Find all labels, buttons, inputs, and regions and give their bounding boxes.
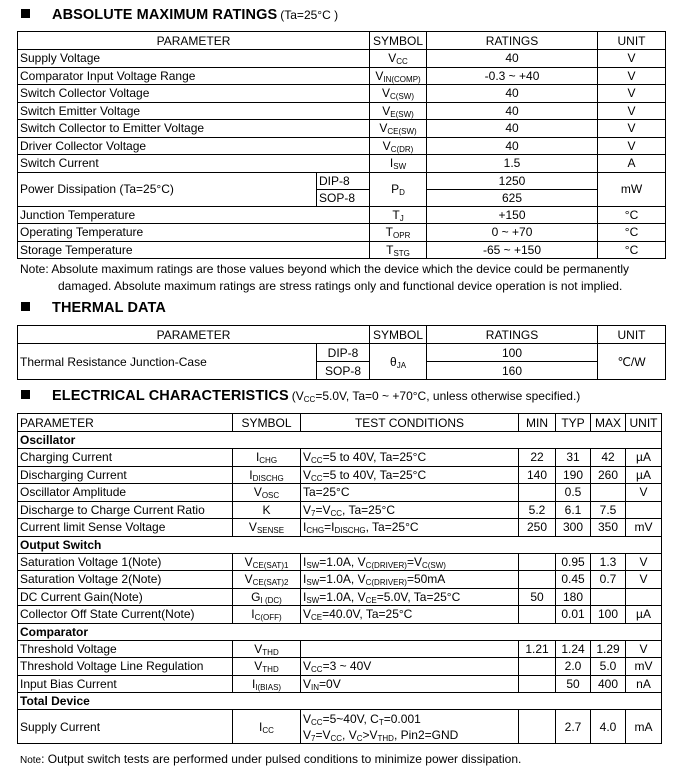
table-row bbox=[18, 102, 666, 120]
typ-cell: 2.0 bbox=[556, 658, 591, 676]
symbol-cell: $I_{SW}$ bbox=[370, 155, 427, 173]
typ-cell: 0.95 bbox=[556, 553, 591, 571]
parameter-cell: Discharging Current bbox=[18, 466, 233, 484]
parameter-cell: Switch Collector Voltage bbox=[18, 85, 370, 103]
parameter-cell: Thermal Resistance Junction-Case bbox=[18, 344, 317, 380]
symbol-cell: $V_{C(SW)}$ bbox=[370, 85, 427, 103]
typ-cell: 190 bbox=[556, 466, 591, 484]
parameter-cell: Driver Collector Voltage bbox=[18, 137, 370, 155]
parameter-cell: DC Current Gain(Note) bbox=[18, 588, 233, 606]
symbol-cell: $I_{DISCHG}$ bbox=[233, 466, 301, 484]
unit-cell: mV bbox=[626, 658, 662, 676]
section-condition: (Ta=25°C ) bbox=[280, 8, 339, 22]
typ-cell: 50 bbox=[556, 675, 591, 693]
parameter-cell: Junction Temperature bbox=[18, 206, 370, 224]
unit-cell: V bbox=[598, 50, 666, 68]
header-unit: UNIT bbox=[626, 414, 662, 432]
unit-cell: °C bbox=[598, 206, 666, 224]
rating-cell: +150 bbox=[427, 206, 598, 224]
symbol-cell: $I_{I(BIAS)}$ bbox=[233, 675, 301, 693]
rating-cell: -0.3 ~ +40 bbox=[427, 67, 598, 85]
max-cell: 42 bbox=[591, 449, 626, 467]
header-test-conditions: TEST CONDITIONS bbox=[301, 414, 519, 432]
unit-cell: V bbox=[598, 120, 666, 138]
header-symbol: SYMBOL bbox=[233, 414, 301, 432]
parameter-cell: Switch Collector to Emitter Voltage bbox=[18, 120, 370, 138]
max-cell: 100 bbox=[591, 606, 626, 624]
min-cell: 50 bbox=[519, 588, 556, 606]
parameter-cell: Supply Current bbox=[18, 710, 233, 744]
test-condition-cell bbox=[301, 640, 519, 658]
symbol-cell: $V_{E(SW)}$ bbox=[370, 102, 427, 120]
table-header-row bbox=[18, 32, 666, 50]
parameter-cell: Storage Temperature bbox=[18, 241, 370, 259]
min-cell bbox=[519, 553, 556, 571]
test-condition-cell: $I_{SW}=1.0A$, $V_{CE}=5.0V$, Ta=25°C bbox=[301, 588, 519, 606]
symbol-cell: $V_{OSC}$ bbox=[233, 484, 301, 502]
rating-cell: 40 bbox=[427, 102, 598, 120]
header-ratings: RATINGS bbox=[427, 32, 598, 50]
header-parameter: PARAMETER bbox=[18, 414, 233, 432]
max-cell: 7.5 bbox=[591, 501, 626, 519]
symbol-cell: $I_{CC}$ bbox=[233, 710, 301, 744]
unit-cell: °C bbox=[598, 224, 666, 242]
table-header-row bbox=[18, 326, 666, 344]
test-condition-cell: Ta=25°C bbox=[301, 484, 519, 502]
max-cell: 1.3 bbox=[591, 553, 626, 571]
header-parameter: PARAMETER bbox=[18, 32, 370, 50]
package-cell: DIP-8 bbox=[317, 172, 370, 189]
max-cell: 4.0 bbox=[591, 710, 626, 744]
test-condition-cell: $I_{SW}=1.0A$, $V_{C(DRIVER)}=V_{C(SW)}$ bbox=[301, 553, 519, 571]
parameter-cell: Current limit Sense Voltage bbox=[18, 519, 233, 537]
typ-cell: 0.01 bbox=[556, 606, 591, 624]
min-cell: 140 bbox=[519, 466, 556, 484]
parameter-cell: Collector Off State Current(Note) bbox=[18, 606, 233, 624]
unit-cell: mA bbox=[626, 710, 662, 744]
parameter-cell: Comparator Input Voltage Range bbox=[18, 67, 370, 85]
rating-cell: 0 ~ +70 bbox=[427, 224, 598, 242]
unit-cell: µA bbox=[626, 449, 662, 467]
unit-cell: V bbox=[598, 85, 666, 103]
table-row bbox=[18, 85, 666, 103]
symbol-cell: $I_{CHG}$ bbox=[233, 449, 301, 467]
typ-cell: 6.1 bbox=[556, 501, 591, 519]
rating-cell: 160 bbox=[427, 362, 598, 380]
symbol-cell: $V_{THD}$ bbox=[233, 640, 301, 658]
max-cell: 400 bbox=[591, 675, 626, 693]
typ-cell: 180 bbox=[556, 588, 591, 606]
unit-cell: V bbox=[626, 640, 662, 658]
unit-cell bbox=[626, 588, 662, 606]
symbol-cell: $G_{I (DC)}$ bbox=[233, 588, 301, 606]
parameter-cell: Switch Current bbox=[18, 155, 370, 173]
header-symbol: SYMBOL bbox=[370, 326, 427, 344]
table-row bbox=[18, 484, 662, 502]
min-cell: 22 bbox=[519, 449, 556, 467]
test-condition-cell: $V_{CE}=40.0V$, Ta=25°C bbox=[301, 606, 519, 624]
symbol-cell: $\theta_{JA}$ bbox=[370, 344, 427, 380]
test-condition-cell: $V_{CC}=5$ to 40V, Ta=25°C bbox=[301, 449, 519, 467]
table-row bbox=[18, 710, 662, 744]
header-unit: UNIT bbox=[598, 32, 666, 50]
table-row bbox=[18, 675, 662, 693]
min-cell bbox=[519, 571, 556, 589]
symbol-cell: $T_{OPR}$ bbox=[370, 224, 427, 242]
unit-cell: ℃/W bbox=[598, 344, 666, 380]
parameter-cell: Operating Temperature bbox=[18, 224, 370, 242]
table-row bbox=[18, 224, 666, 242]
test-condition-cell: $V_{CC}=5\sim 40V$, $C_T=0.001$ $V_7=V_{CC}$, $V_C>V_{THD}$, Pin2=GND bbox=[301, 710, 519, 744]
parameter-cell: Charging Current bbox=[18, 449, 233, 467]
unit-cell: °C bbox=[598, 241, 666, 259]
header-typ: TYP bbox=[556, 414, 591, 432]
rating-cell: -65 ~ +150 bbox=[427, 241, 598, 259]
group-label: Oscillator bbox=[18, 432, 662, 449]
symbol-cell: $T_{STG}$ bbox=[370, 241, 427, 259]
group-row-comparator bbox=[18, 623, 662, 640]
parameter-cell: Discharge to Charge Current Ratio bbox=[18, 501, 233, 519]
min-cell: 5.2 bbox=[519, 501, 556, 519]
unit-cell: µA bbox=[626, 466, 662, 484]
table-row bbox=[18, 571, 662, 589]
table-row bbox=[18, 137, 666, 155]
table-row bbox=[18, 658, 662, 676]
electrical-note: Note: Output switch tests are performed under pulsed conditions to minimize power dissipation. bbox=[20, 752, 522, 766]
typ-cell: 300 bbox=[556, 519, 591, 537]
section-title: THERMAL DATA bbox=[52, 300, 166, 316]
max-cell: 0.7 bbox=[591, 571, 626, 589]
square-bullet-icon bbox=[21, 9, 30, 18]
header-symbol: SYMBOL bbox=[370, 32, 427, 50]
rating-cell: 40 bbox=[427, 120, 598, 138]
table-row bbox=[18, 206, 666, 224]
group-row-oscillator bbox=[18, 432, 662, 449]
unit-cell: V bbox=[626, 553, 662, 571]
min-cell: 1.21 bbox=[519, 640, 556, 658]
square-bullet-icon bbox=[21, 390, 30, 399]
thermal-data-table bbox=[17, 325, 666, 380]
rating-cell: 1.5 bbox=[427, 155, 598, 173]
table-row bbox=[18, 120, 666, 138]
min-cell bbox=[519, 606, 556, 624]
table-row-power-dissipation bbox=[18, 172, 666, 189]
section-heading-absolute-max bbox=[21, 7, 338, 25]
table-row bbox=[18, 449, 662, 467]
min-cell bbox=[519, 675, 556, 693]
rating-cell: 1250 bbox=[427, 172, 598, 189]
rating-cell: 625 bbox=[427, 189, 598, 206]
max-cell: 260 bbox=[591, 466, 626, 484]
header-min: MIN bbox=[519, 414, 556, 432]
max-cell: 1.29 bbox=[591, 640, 626, 658]
table-row bbox=[18, 606, 662, 624]
test-condition-cell: $I_{SW}=1.0A$, $V_{C(DRIVER)}=50mA$ bbox=[301, 571, 519, 589]
unit-cell: A bbox=[598, 155, 666, 173]
table-row bbox=[18, 344, 666, 362]
rating-cell: 100 bbox=[427, 344, 598, 362]
unit-cell: V bbox=[626, 484, 662, 502]
table-row bbox=[18, 501, 662, 519]
section-heading-thermal bbox=[21, 300, 166, 318]
symbol-cell: $T_J$ bbox=[370, 206, 427, 224]
table-row bbox=[18, 588, 662, 606]
parameter-cell: Power Dissipation (Ta=25°C) bbox=[18, 172, 317, 206]
symbol-cell: $V_{CC}$ bbox=[370, 50, 427, 68]
max-cell: 5.0 bbox=[591, 658, 626, 676]
unit-cell: mW bbox=[598, 172, 666, 206]
parameter-cell: Threshold Voltage bbox=[18, 640, 233, 658]
max-cell bbox=[591, 484, 626, 502]
min-cell bbox=[519, 710, 556, 744]
parameter-cell: Oscillator Amplitude bbox=[18, 484, 233, 502]
table-row bbox=[18, 640, 662, 658]
package-cell: SOP-8 bbox=[317, 189, 370, 206]
min-cell: 250 bbox=[519, 519, 556, 537]
section-heading-electrical bbox=[21, 388, 580, 406]
unit-cell: V bbox=[598, 102, 666, 120]
typ-cell: 0.45 bbox=[556, 571, 591, 589]
table-row bbox=[18, 50, 666, 68]
test-condition-cell: $V_{IN}=0V$ bbox=[301, 675, 519, 693]
group-row-total-device bbox=[18, 693, 662, 710]
section-condition: ($V_{CC}=5.0V$, Ta=0 ~ +70°C, unless otherwise specified.) bbox=[291, 389, 581, 404]
header-unit: UNIT bbox=[598, 326, 666, 344]
symbol-cell: $V_{SENSE}$ bbox=[233, 519, 301, 537]
group-row-output-switch bbox=[18, 536, 662, 553]
table-row bbox=[18, 519, 662, 537]
parameter-cell: Threshold Voltage Line Regulation bbox=[18, 658, 233, 676]
table-row bbox=[18, 241, 666, 259]
symbol-cell: $V_{THD}$ bbox=[233, 658, 301, 676]
symbol-cell: $V_{CE(SAT)2}$ bbox=[233, 571, 301, 589]
electrical-characteristics-table bbox=[17, 413, 662, 744]
test-condition-cell: $V_7=V_{CC}$, Ta=25°C bbox=[301, 501, 519, 519]
symbol-cell: $V_{IN(COMP)}$ bbox=[370, 67, 427, 85]
section-title: ELECTRICAL CHARACTERISTICS bbox=[52, 388, 289, 404]
square-bullet-icon bbox=[21, 302, 30, 311]
symbol-cell: $V_{CE(SW)}$ bbox=[370, 120, 427, 138]
max-cell: 350 bbox=[591, 519, 626, 537]
min-cell bbox=[519, 484, 556, 502]
rating-cell: 40 bbox=[427, 50, 598, 68]
unit-cell: mV bbox=[626, 519, 662, 537]
parameter-cell: Input Bias Current bbox=[18, 675, 233, 693]
header-max: MAX bbox=[591, 414, 626, 432]
parameter-cell: Saturation Voltage 1(Note) bbox=[18, 553, 233, 571]
parameter-cell: Supply Voltage bbox=[18, 50, 370, 68]
section-title: ABSOLUTE MAXIMUM RATINGS bbox=[52, 7, 278, 23]
group-label: Total Device bbox=[18, 693, 662, 710]
package-cell: DIP-8 bbox=[317, 344, 370, 362]
symbol-cell: $V_{CE(SAT)1}$ bbox=[233, 553, 301, 571]
typ-cell: 1.24 bbox=[556, 640, 591, 658]
parameter-cell: Saturation Voltage 2(Note) bbox=[18, 571, 233, 589]
table-row bbox=[18, 553, 662, 571]
typ-cell: 31 bbox=[556, 449, 591, 467]
header-ratings: RATINGS bbox=[427, 326, 598, 344]
unit-cell: µA bbox=[626, 606, 662, 624]
parameter-cell: Switch Emitter Voltage bbox=[18, 102, 370, 120]
table-row bbox=[18, 67, 666, 85]
header-parameter: PARAMETER bbox=[18, 326, 370, 344]
test-condition-cell: $V_{CC}=3$ ~ 40V bbox=[301, 658, 519, 676]
symbol-cell: $P_D$ bbox=[370, 172, 427, 206]
typ-cell: 0.5 bbox=[556, 484, 591, 502]
test-condition-cell: $I_{CHG}=I_{DISCHG}$, Ta=25°C bbox=[301, 519, 519, 537]
table-row bbox=[18, 155, 666, 173]
unit-cell: nA bbox=[626, 675, 662, 693]
unit-cell bbox=[626, 501, 662, 519]
test-condition-cell: $V_{CC}=5$ to 40V, Ta=25°C bbox=[301, 466, 519, 484]
max-cell bbox=[591, 588, 626, 606]
package-cell: SOP-8 bbox=[317, 362, 370, 380]
unit-cell: V bbox=[626, 571, 662, 589]
symbol-cell: K bbox=[233, 501, 301, 519]
min-cell bbox=[519, 658, 556, 676]
rating-cell: 40 bbox=[427, 85, 598, 103]
table-row bbox=[18, 466, 662, 484]
group-label: Comparator bbox=[18, 623, 662, 640]
symbol-cell: $V_{C(DR)}$ bbox=[370, 137, 427, 155]
typ-cell: 2.7 bbox=[556, 710, 591, 744]
rating-cell: 40 bbox=[427, 137, 598, 155]
unit-cell: V bbox=[598, 67, 666, 85]
unit-cell: V bbox=[598, 137, 666, 155]
absolute-max-note: Note: Absolute maximum ratings are those values beyond which the device which the device could be permanently damaged. Absolute maximum ratings are stress ratings only and functional device operation is not implied. bbox=[20, 262, 630, 293]
table-header-row bbox=[18, 414, 662, 432]
absolute-max-ratings-table bbox=[17, 31, 666, 259]
symbol-cell: $I_{C(OFF)}$ bbox=[233, 606, 301, 624]
group-label: Output Switch bbox=[18, 536, 662, 553]
